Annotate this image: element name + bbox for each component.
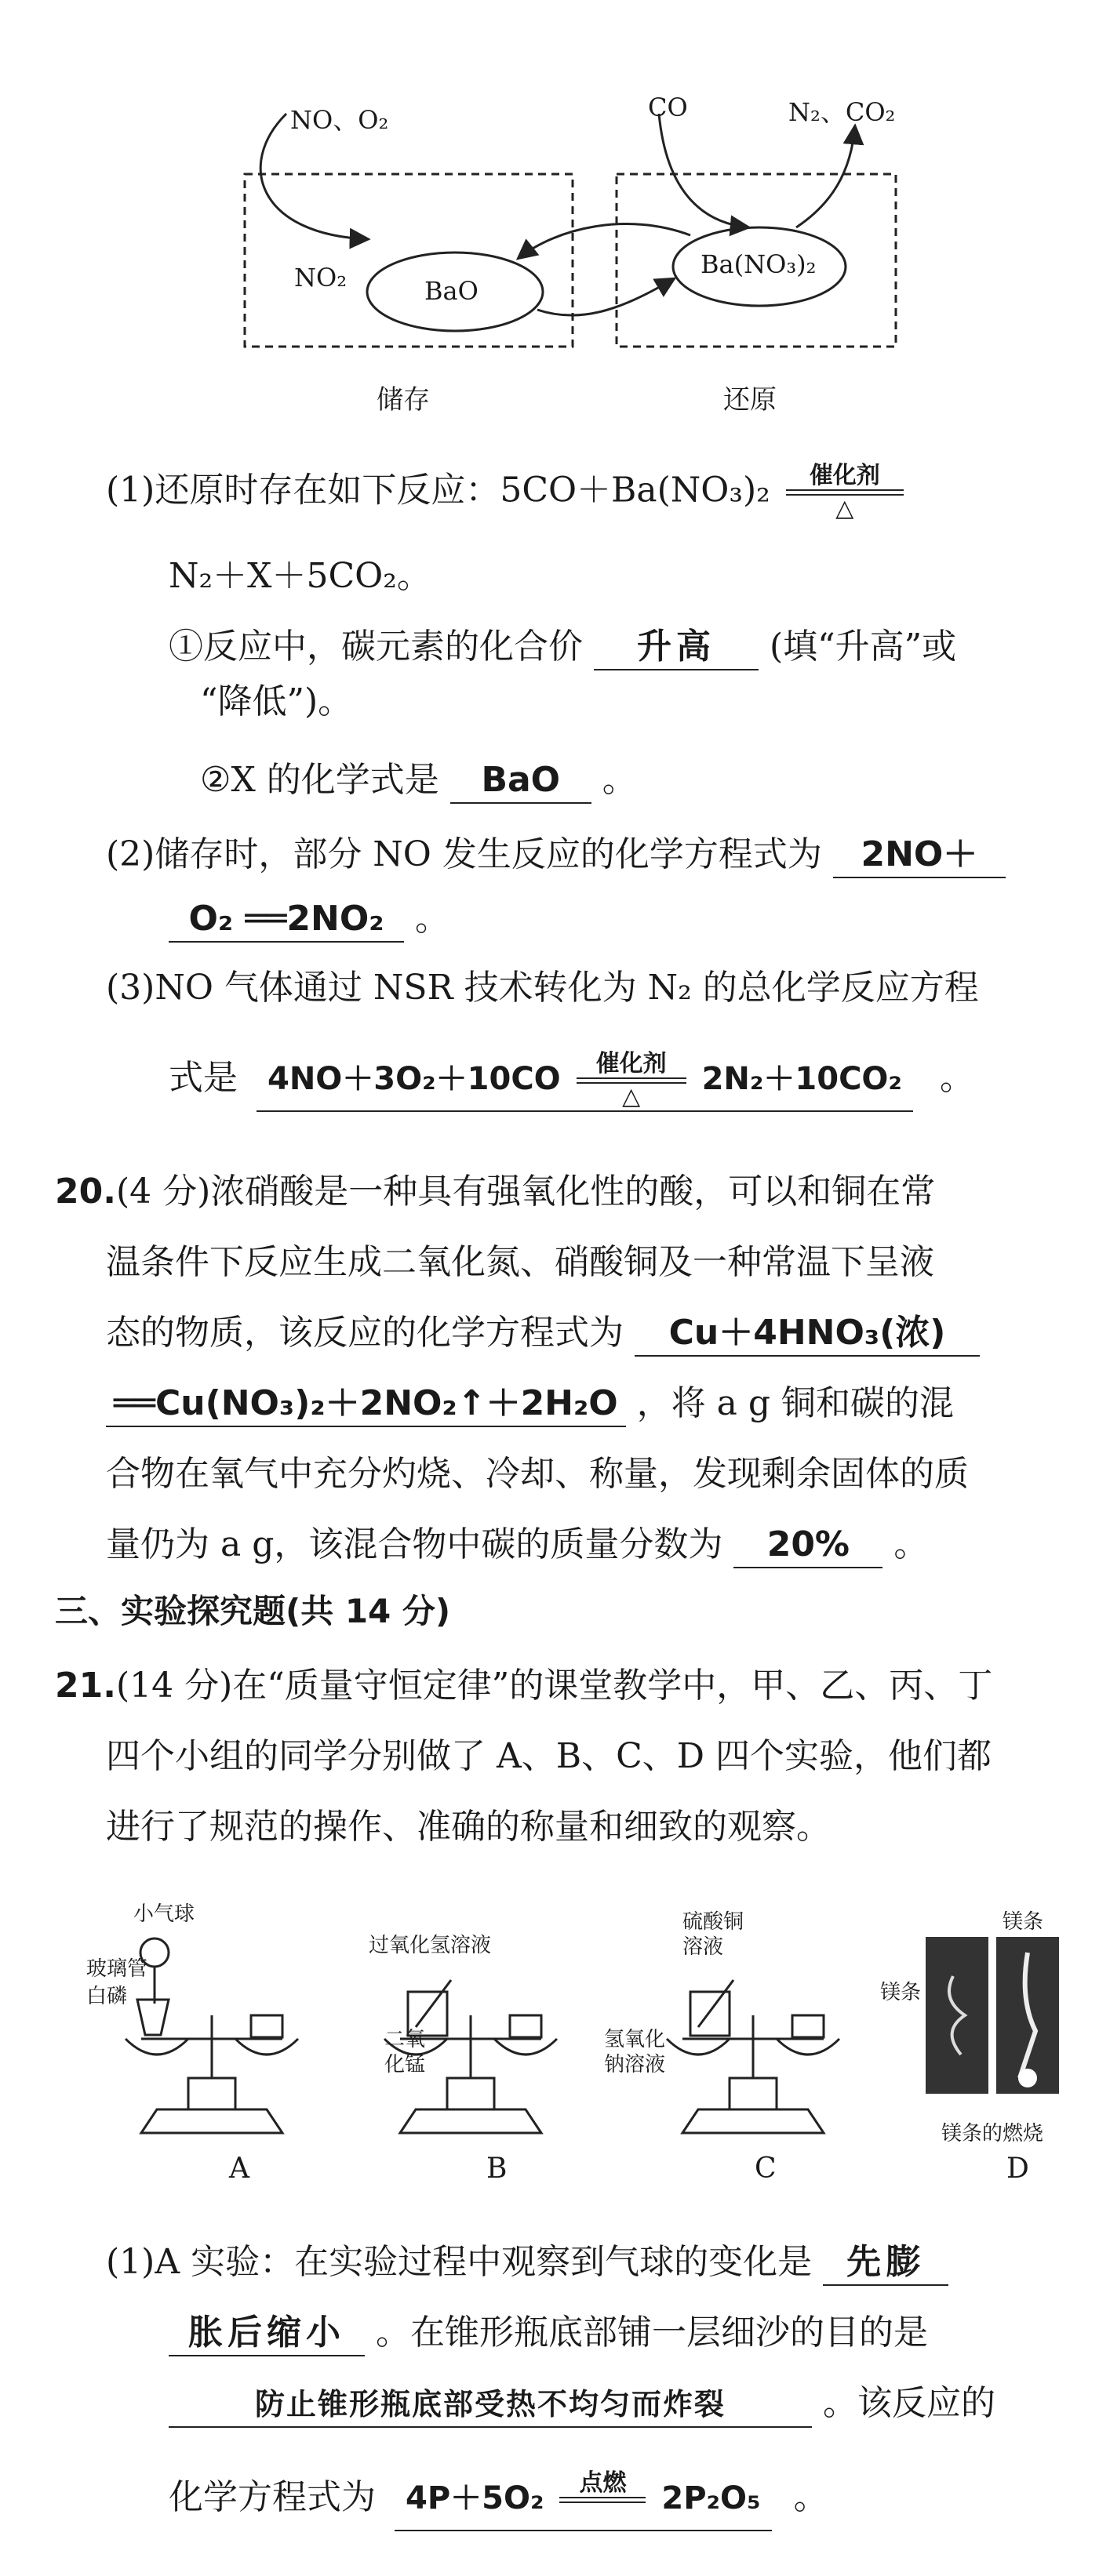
q21-p1-prefix: (1)A 实验：在实验过程中观察到气球的变化是	[106, 2242, 813, 2282]
q19-p2-answer-a: 2NO＋	[833, 833, 1006, 878]
q19-s1-cont: “降低”)。	[200, 681, 353, 721]
q20-line-6-suffix: 。	[893, 1524, 929, 1564]
section-3-heading: 三、实验探究题(共 14 分)	[55, 1592, 451, 1630]
question-19	[0, 439, 1099, 1145]
q19-p3-cond-bottom: △	[622, 1083, 641, 1110]
caption-storage: 储存	[377, 384, 430, 416]
q19-p3-text: (3)NO 气体通过 NSR 技术转化为 N₂ 的总化学反应方程	[106, 968, 979, 1008]
q21-line-3: 进行了规范的操作、准确的称量和细致的观察。	[106, 1807, 831, 1847]
q20-line-1: (4 分)浓硝酸是一种具有强氧化性的酸，可以和铜在常	[115, 1172, 936, 1212]
label-ba-no3: Ba(NO₃)₂	[701, 249, 817, 279]
q20-line-6-prefix: 量仍为 a g，该混合物中碳的质量分数为	[106, 1524, 723, 1564]
arrow-bao-to-ba-no3	[537, 278, 675, 315]
nsr-diagram-svg	[0, 0, 1099, 439]
q20-number: 20.	[55, 1172, 116, 1212]
q21-line-2: 四个小组的同学分别做了 A、B、C、D 四个实验，他们都	[106, 1736, 992, 1776]
q21-p1-eq-suffix: 。	[793, 2477, 828, 2517]
caption-reduction: 还原	[723, 384, 777, 416]
q19-p3-answer-left: 4NO＋3O₂＋10CO	[267, 1061, 561, 1097]
q21-line-1: (14 分)在“质量守恒定律”的课堂教学中，甲、乙、丙、丁	[115, 1666, 993, 1706]
q19-p1-condition	[786, 463, 904, 522]
q21-p1-eq-right: 2P₂O₅	[661, 2480, 761, 2516]
q19-p1-cond-bottom: △	[835, 495, 854, 522]
label-mno2-2: 化锰	[384, 2053, 426, 2076]
label-cuso4-1: 硫酸铜	[682, 1910, 744, 1934]
label-hydrogen-peroxide: 过氧化氢溶液	[369, 1934, 492, 1957]
label-no-o2: NO、O₂	[290, 105, 389, 135]
q20-line-3-prefix: 态的物质，该反应的化学方程式为	[106, 1313, 624, 1353]
q19-p3-suffix: 。	[939, 1058, 974, 1098]
balance-a	[126, 1938, 298, 2133]
q19-p1-cont: N₂＋X＋5CO₂。	[169, 556, 431, 596]
arrow-ba-no3-to-bao	[518, 224, 690, 259]
label-no2: NO₂	[294, 263, 348, 292]
q20-answer-mass-fraction: 20%	[733, 1523, 882, 1568]
balance-c	[667, 1980, 839, 2133]
q19-s1-answer: 升高	[594, 625, 759, 670]
storage-box	[245, 174, 573, 347]
q19-p2-prefix: (2)储存时，部分 NO 发生反应的化学方程式为	[106, 834, 822, 874]
label-naoh-2: 钠溶液	[604, 2053, 666, 2076]
q19-s1-prefix: ①反应中，碳元素的化合价	[169, 627, 583, 667]
q20-line-2: 温条件下反应生成二氧化氮、硝酸铜及一种常温下呈液	[106, 1242, 934, 1282]
label-glass-tube: 玻璃管	[86, 1957, 148, 1981]
caption-experiment-c: C	[755, 2153, 777, 2185]
label-mg-top: 镁条	[1003, 1910, 1044, 1934]
q21-number: 21.	[55, 1666, 116, 1706]
q19-p3-answer	[257, 1051, 913, 1112]
q21-p1-suffix: 。该反应的	[823, 2383, 995, 2423]
q19-p3-answer-right: 2N₂＋10CO₂	[701, 1061, 902, 1097]
label-naoh-1: 氢氧化	[604, 2028, 666, 2051]
q19-s2-prefix: ②X 的化学式是	[200, 760, 439, 800]
q19-p1-cond-top: 催化剂	[809, 462, 880, 489]
q19-p3-prefix: 式是	[169, 1058, 238, 1098]
q20-answer-part-1: Cu＋4HNO₃(浓)	[635, 1311, 980, 1357]
question-21	[0, 1639, 1099, 2576]
q21-p1-eq-prefix: 化学方程式为	[169, 2477, 376, 2517]
q19-p3-condition	[577, 1051, 686, 1110]
q19-s2-suffix: 。	[602, 760, 637, 800]
q21-p1-answer-a: 先膨	[823, 2240, 948, 2286]
q19-s2-answer: BaO	[450, 758, 591, 804]
q19-p2-suffix: 。	[415, 899, 449, 939]
magnesium-photos	[926, 1937, 1059, 2094]
label-white-phosphorus: 白磷	[86, 1985, 128, 2008]
q21-p1-eq-left: 4P＋5O₂	[406, 2480, 544, 2516]
q19-p1-text: (1)还原时存在如下反应：5CO＋Ba(NO₃)₂	[106, 470, 770, 510]
caption-experiment-d: D	[1006, 2153, 1029, 2185]
label-cuso4-2: 溶液	[682, 1935, 724, 1959]
label-n2-co2: N₂、CO₂	[788, 97, 896, 127]
arrow-co-in	[659, 114, 749, 227]
label-bao: BaO	[424, 276, 479, 306]
q21-p1-eq-condition	[559, 2470, 646, 2530]
label-mno2-1: 二氧	[384, 2028, 426, 2051]
q21-p1-equation	[395, 2470, 772, 2531]
nsr-diagram	[0, 0, 1099, 439]
label-co: CO	[648, 93, 688, 122]
label-small-balloon: 小气球	[133, 1902, 195, 1926]
q21-p1-answer-c: 防止锥形瓶底部受热不均匀而炸裂	[169, 2382, 812, 2428]
caption-experiment-a: A	[229, 2153, 249, 2185]
label-mg-left: 镁条	[880, 1981, 922, 2004]
q21-p1-mid: 。在锥形瓶底部铺一层细沙的目的是	[376, 2313, 928, 2353]
q20-line-4-suffix: ，将 a g 铜和碳的混	[636, 1383, 955, 1423]
q20-answer-part-2: ══Cu(NO₃)₂＋2NO₂↑＋2H₂O	[106, 1382, 626, 1427]
question-20	[0, 1145, 1099, 1600]
experiment-figure-svg	[0, 1882, 1099, 2188]
label-mg-burning: 镁条的燃烧	[941, 2122, 1044, 2145]
q21-p1-answer-b: 胀后缩小	[169, 2311, 365, 2356]
experiment-figure	[0, 1882, 1099, 2188]
q19-p2-answer-b: O₂ ══2NO₂	[169, 897, 404, 943]
q19-s1-suffix: (填“升高”或	[770, 627, 957, 667]
q20-line-5: 合物在氧气中充分灼烧、冷却、称量，发现剩余固体的质	[106, 1454, 969, 1494]
q19-p3-cond-top: 催化剂	[595, 1050, 667, 1077]
q21-p1-eq-cond-top: 点燃	[579, 2469, 627, 2497]
caption-experiment-b: B	[486, 2153, 508, 2185]
arrow-n2-co2-out	[796, 125, 855, 227]
